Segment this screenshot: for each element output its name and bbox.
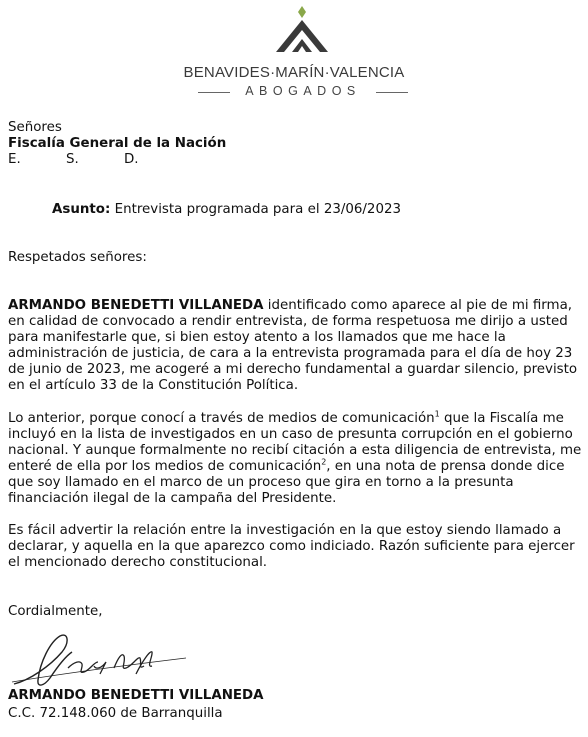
paragraph-2 bbox=[8, 409, 582, 507]
paragraph-1-name: ARMANDO BENEDETTI VILLANEDA bbox=[8, 298, 264, 313]
footnote-ref[interactable]: 1 bbox=[434, 409, 440, 419]
paragraph-3-line: el mencionado derecho constitucional. bbox=[8, 555, 268, 570]
paragraph-2-text: Lo anterior, porque conocí a través de medios de comunicación bbox=[8, 411, 435, 426]
paragraph-1 bbox=[8, 298, 578, 394]
firm-subtitle: ABOGADOS bbox=[245, 84, 361, 98]
closing: Cordialmente, bbox=[8, 604, 103, 619]
subject-line bbox=[52, 202, 401, 217]
paragraph-2-line: que soy llamado en el marco de un proceso que gira en torno a la presunta bbox=[8, 475, 514, 490]
mountain-logo-icon bbox=[272, 6, 332, 54]
paragraph-1-line: administración de justicia, de cara a la entrevista programada para el día de hoy 23 bbox=[8, 346, 573, 361]
subject-text: Entrevista programada para el 23/06/2023 bbox=[114, 202, 401, 217]
addressee-organization: Fiscalía General de la Nación bbox=[8, 136, 227, 151]
signer-name: ARMANDO BENEDETTI VILLANEDA bbox=[8, 688, 264, 703]
divider bbox=[198, 92, 230, 93]
greeting: Respetados señores: bbox=[8, 250, 147, 265]
paragraph-2-line: financiación ilegal de la campaña del Presidente. bbox=[8, 491, 337, 506]
paragraph-2-line: nacional. Y aunque formalmente no recibí citación a esta diligencia de entrevista, me bbox=[8, 443, 582, 458]
paragraph-2-text: , en una nota de prensa donde dice bbox=[326, 459, 565, 474]
paragraph-1-line: de junio de 2023, me acogeré a mi derecho fundamental a guardar silencio, previsto bbox=[8, 362, 578, 377]
paragraph-3-line: Es fácil advertir la relación entre la investigación en la que estoy siendo llamado a bbox=[8, 523, 562, 538]
abbrev-d: D. bbox=[124, 152, 139, 167]
paragraph-2-text: que la Fiscalía me bbox=[439, 411, 564, 426]
abbrev-s: S. bbox=[66, 152, 79, 167]
divider bbox=[376, 92, 408, 93]
paragraph-3 bbox=[8, 523, 578, 571]
paragraph-2-line: incluyó en la lista de investigados en un caso de presunta corrupción en el gobierno bbox=[8, 427, 573, 442]
paragraph-1-line: identificado como aparece al pie de mi firma, bbox=[263, 298, 573, 313]
addressee-block bbox=[8, 120, 578, 168]
paragraph-1-line: para manifestarle que, si bien estoy atento a los llamados que me hace la bbox=[8, 330, 506, 345]
subject-label: Asunto: bbox=[52, 202, 111, 217]
addressee-salutation: Señores bbox=[8, 120, 62, 135]
paragraph-1-line: en calidad de convocado a rendir entrevista, de forma respetuosa me dirijo a usted bbox=[8, 314, 568, 329]
paragraph-3-line: declarar, y aquella en la que aparezco como indiciado. Razón suficiente para ejercer bbox=[8, 539, 575, 554]
abbrev-e: E. bbox=[8, 152, 21, 167]
paragraph-1-line: en el artículo 33 de la Constitución Política. bbox=[8, 378, 299, 393]
letterhead bbox=[0, 0, 588, 108]
addressee-abbrev bbox=[8, 152, 578, 168]
firm-name: BENAVIDES·MARÍN·VALENCIA bbox=[183, 64, 405, 81]
paragraph-2-text: enteré de ella por los medios de comunicación bbox=[8, 459, 322, 474]
footnote-ref[interactable]: 2 bbox=[321, 457, 327, 467]
signer-id: C.C. 72.148.060 de Barranquilla bbox=[8, 706, 223, 721]
firm-subtitle-row bbox=[198, 84, 408, 102]
handwritten-signature bbox=[10, 622, 190, 694]
